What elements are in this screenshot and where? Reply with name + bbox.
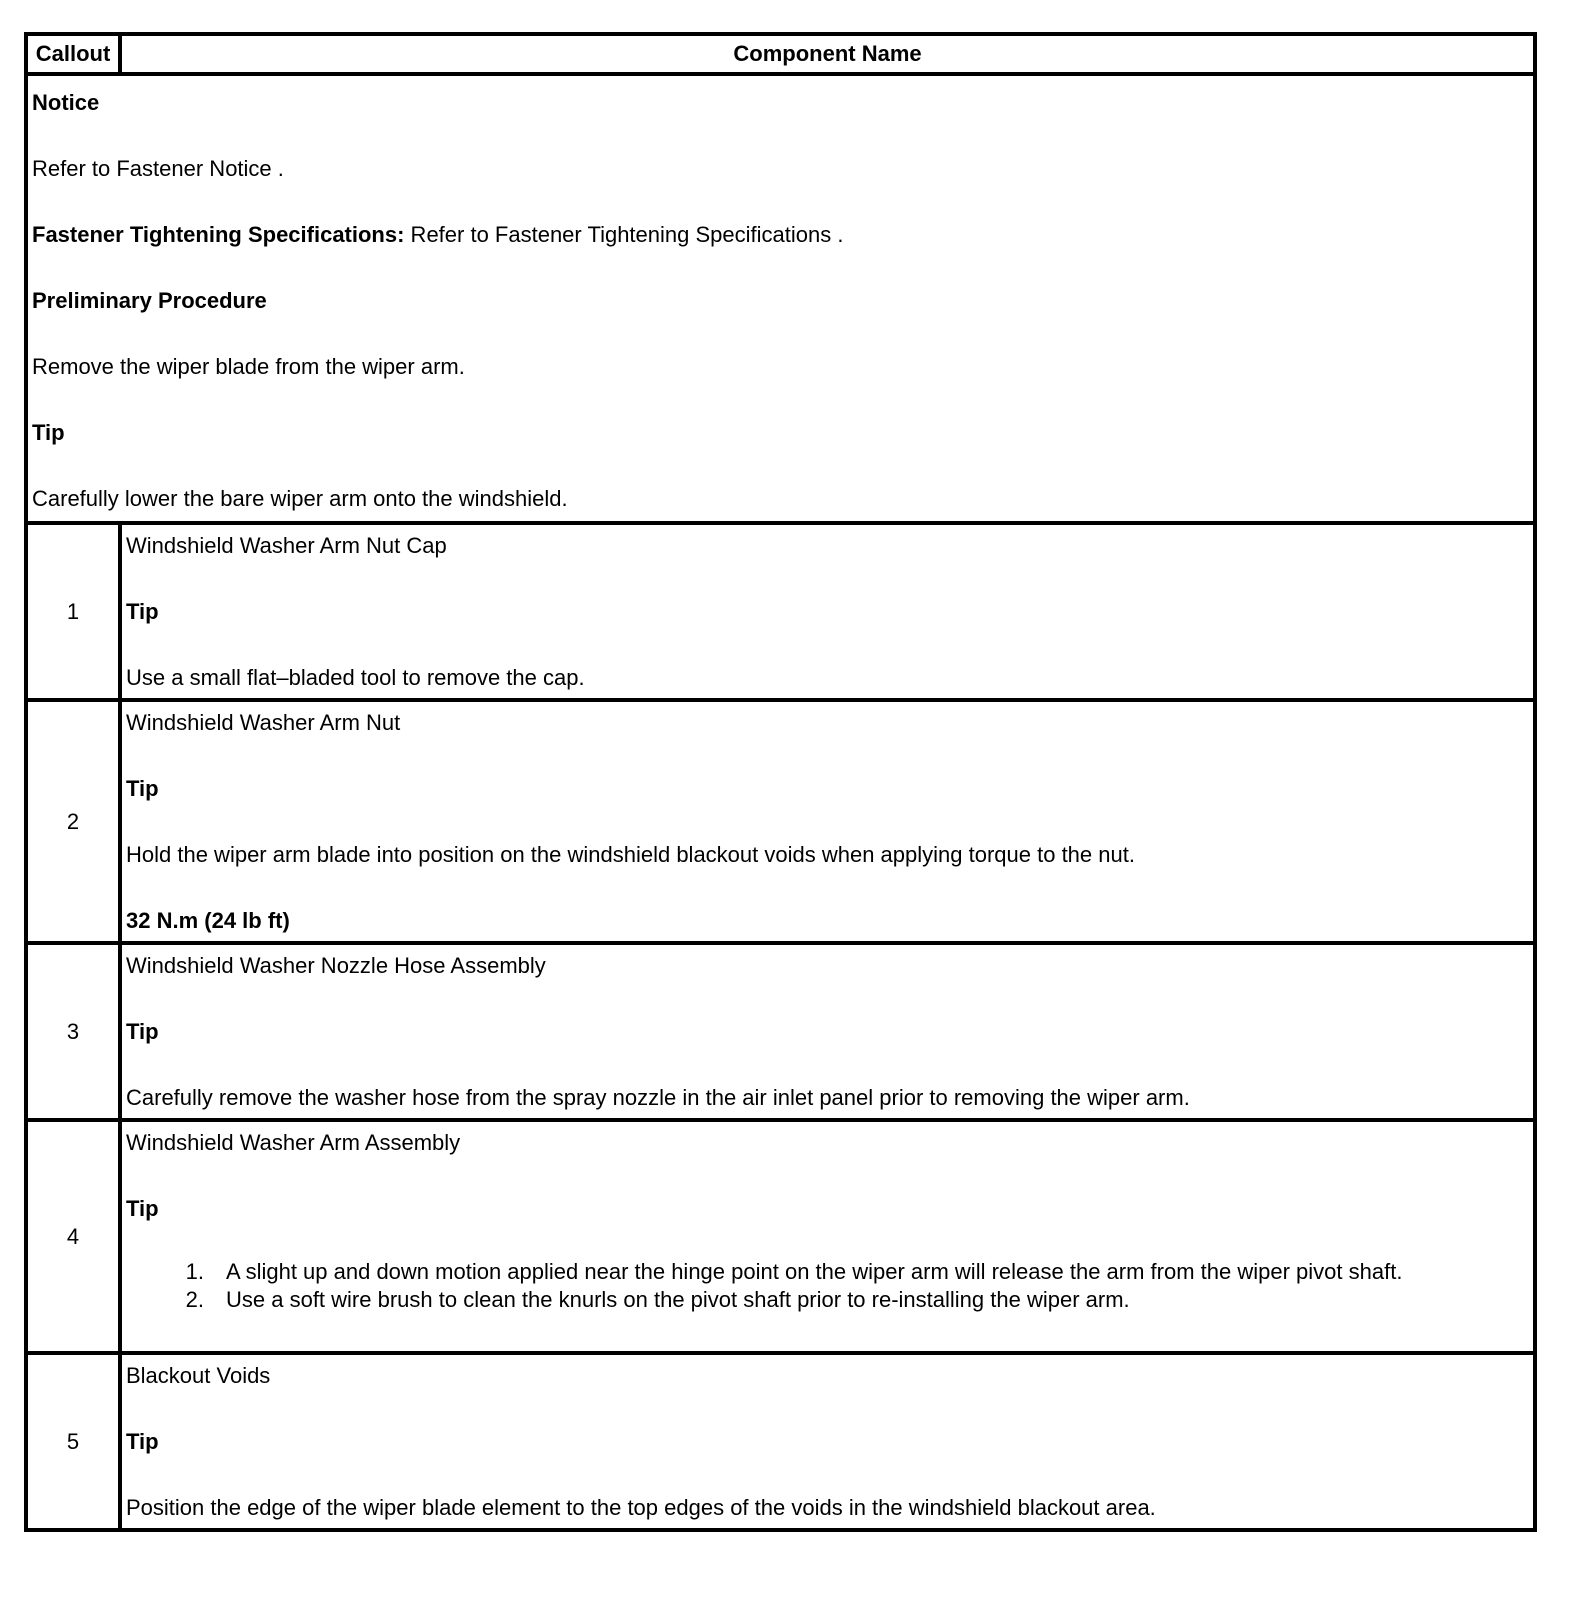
preliminary-heading: Preliminary Procedure	[32, 288, 267, 313]
component-cell	[120, 1353, 1533, 1528]
callout-number: 5	[28, 1353, 120, 1528]
list-item-number: 2.	[185, 1287, 204, 1312]
table-row	[28, 700, 1533, 943]
list-item	[185, 1258, 1533, 1286]
tip-list	[126, 1258, 1533, 1314]
fastener-spec-text: Refer to Fastener Tightening Specifications .	[404, 222, 844, 247]
list-item-text: Use a soft wire brush to clean the knurls on the pivot shaft prior to re-installing the wiper arm.	[226, 1287, 1130, 1312]
list-item	[185, 1286, 1533, 1314]
component-name-column-header: Component Name	[120, 36, 1533, 74]
notice-text: Refer to Fastener Notice .	[32, 156, 284, 181]
intro-row	[28, 74, 1533, 523]
intro-tip-text: Carefully lower the bare wiper arm onto the windshield.	[32, 486, 568, 511]
tip-text: Use a small flat–bladed tool to remove the cap.	[126, 665, 585, 690]
intro-tip-heading: Tip	[32, 420, 65, 445]
table-row	[28, 943, 1533, 1120]
table-row	[28, 1120, 1533, 1353]
table-row	[28, 523, 1533, 700]
callout-number: 1	[28, 523, 120, 700]
tip-text: Hold the wiper arm blade into position on the windshield blackout voids when applying torque to the nut.	[126, 842, 1135, 867]
fastener-spec-line	[32, 218, 1533, 251]
component-table	[24, 32, 1537, 1532]
component-cell	[120, 943, 1533, 1120]
tip-text: Carefully remove the washer hose from the spray nozzle in the air inlet panel prior to removing the wiper arm.	[126, 1085, 1190, 1110]
table-header-row	[28, 36, 1533, 74]
callout-number: 3	[28, 943, 120, 1120]
tip-label: Tip	[126, 1429, 159, 1454]
tip-label: Tip	[126, 776, 159, 801]
component-cell	[120, 700, 1533, 943]
tip-label: Tip	[126, 1019, 159, 1044]
tip-label: Tip	[126, 1196, 159, 1221]
tip-text: Position the edge of the wiper blade element to the top edges of the voids in the windshield blackout area.	[126, 1495, 1156, 1520]
component-name: Blackout Voids	[126, 1363, 271, 1388]
torque-spec: 32 N.m (24 lb ft)	[126, 908, 290, 933]
component-cell	[120, 1120, 1533, 1353]
callout-column-header: Callout	[28, 36, 120, 74]
callout-number: 4	[28, 1120, 120, 1353]
table-row	[28, 1353, 1533, 1528]
component-name: Windshield Washer Arm Nut Cap	[126, 533, 447, 558]
fastener-spec-label: Fastener Tightening Specifications:	[32, 222, 405, 247]
callout-number: 2	[28, 700, 120, 943]
component-name: Windshield Washer Arm Nut	[126, 710, 401, 735]
tip-label: Tip	[126, 599, 159, 624]
intro-cell	[28, 74, 1533, 523]
list-item-number: 1.	[185, 1259, 204, 1284]
component-cell	[120, 523, 1533, 700]
preliminary-text: Remove the wiper blade from the wiper arm.	[32, 354, 465, 379]
component-name: Windshield Washer Nozzle Hose Assembly	[126, 953, 546, 978]
notice-heading: Notice	[32, 90, 100, 115]
list-item-text: A slight up and down motion applied near the hinge point on the wiper arm will release the arm from the wiper pivot shaft.	[226, 1259, 1403, 1284]
component-name: Windshield Washer Arm Assembly	[126, 1130, 461, 1155]
